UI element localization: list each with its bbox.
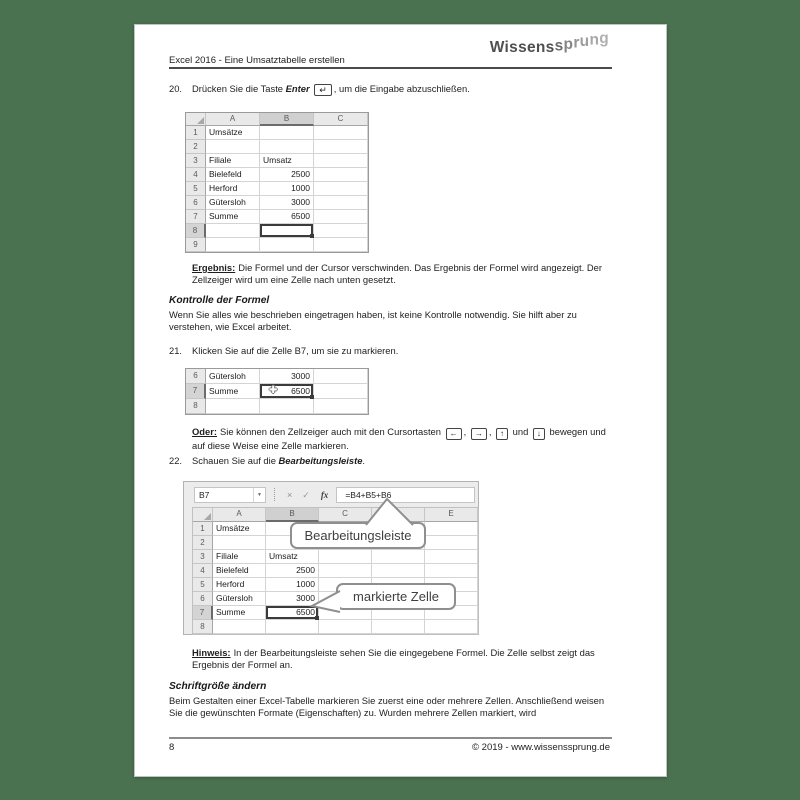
page-header-title: Excel 2016 - Eine Umsatztabelle erstellen xyxy=(169,55,345,66)
callout-selected-cell xyxy=(336,583,456,610)
step-text: Klicken Sie auf die Zelle B7, um sie zu markieren. xyxy=(192,345,399,356)
row-header-8: 8 xyxy=(186,224,206,238)
cell-E2 xyxy=(425,536,478,550)
comma: , xyxy=(463,426,467,437)
cell-B6: 3000 xyxy=(260,196,314,210)
step-20 xyxy=(169,83,470,96)
enter-key-icon: ↵ xyxy=(314,84,332,96)
row-header-8: 8 xyxy=(193,620,213,634)
cell-C3 xyxy=(319,550,372,564)
select-all-triangle-icon xyxy=(204,513,211,520)
cell-D8 xyxy=(372,620,425,634)
hinweis-label: Hinweis: xyxy=(192,647,231,658)
row-header-4: 4 xyxy=(186,168,206,182)
cell-B1 xyxy=(260,126,314,140)
callout-pointer-left xyxy=(310,589,342,615)
fill-handle xyxy=(315,616,319,620)
cell-B6: 3000 xyxy=(260,369,314,384)
footer-page-number: 8 xyxy=(169,742,175,753)
section-heading-kontrolle: Kontrolle der Formel xyxy=(169,295,270,306)
cell-A6: Gütersloh xyxy=(206,196,260,210)
cell-A4: Bielefeld xyxy=(213,564,266,578)
cell-E8 xyxy=(425,620,478,634)
document-page xyxy=(134,24,667,777)
arrow-down-key-icon: ↓ xyxy=(533,428,545,440)
logo-letter: p xyxy=(563,36,574,53)
step-22 xyxy=(169,455,365,467)
row-header-6: 6 xyxy=(186,196,206,210)
cell-C8 xyxy=(314,224,368,238)
row-header-6: 6 xyxy=(193,592,213,606)
section-heading-schriftgroesse: Schriftgröße ändern xyxy=(169,681,267,692)
step-text-after: . xyxy=(362,455,366,466)
bearbeitungsleiste-emphasis: Bearbeitungsleiste xyxy=(278,455,363,466)
select-all-corner xyxy=(186,113,206,126)
cell-C7 xyxy=(314,384,368,399)
cell-A4: Bielefeld xyxy=(206,168,260,182)
ergebnis-label: Ergebnis: xyxy=(192,262,236,273)
callout-text: markierte Zelle xyxy=(353,589,439,604)
step-number: 22. xyxy=(169,455,183,466)
cell-B8 xyxy=(260,224,314,238)
row-header-7: 7 xyxy=(193,606,213,620)
row-header-7: 7 xyxy=(186,384,206,399)
enter-key-label: Enter xyxy=(285,83,310,94)
footer-rule xyxy=(169,737,612,739)
cell-A8 xyxy=(213,620,266,634)
footer-copyright: © 2019 - www.wissenssprung.de xyxy=(472,742,610,753)
column-header-C: C xyxy=(319,508,372,522)
cell-B7: 6500 xyxy=(260,210,314,224)
insert-function-icon: fx xyxy=(320,489,329,500)
cell-A5: Herford xyxy=(213,578,266,592)
cell-A6: Gütersloh xyxy=(206,369,260,384)
row-header-4: 4 xyxy=(193,564,213,578)
oder-text-2: bewegen und auf diese Weise eine Zelle markieren. xyxy=(192,426,606,451)
oder-label: Oder: xyxy=(192,426,218,437)
enter-check-icon: ✓ xyxy=(302,489,310,500)
cell-A1: Umsätze xyxy=(206,126,260,140)
name-box xyxy=(194,487,266,503)
excel-table-rows-screenshot xyxy=(185,368,369,415)
row-header-1: 1 xyxy=(186,126,206,140)
name-box-value: B7 xyxy=(199,489,210,500)
row-header-1: 1 xyxy=(193,522,213,536)
row-header-6: 6 xyxy=(186,369,206,384)
fill-handle xyxy=(310,395,314,399)
column-header-B: B xyxy=(266,508,319,522)
oder-und: und xyxy=(512,426,529,437)
row-header-3: 3 xyxy=(186,154,206,168)
column-header-A: A xyxy=(206,113,260,126)
cell-B5: 1000 xyxy=(266,578,319,592)
row-header-8: 8 xyxy=(186,399,206,414)
excel-table-screenshot xyxy=(185,112,369,253)
cell-B5: 1000 xyxy=(260,182,314,196)
cell-B2 xyxy=(260,140,314,154)
cell-C7 xyxy=(314,210,368,224)
oder-paragraph xyxy=(192,426,616,452)
formula-bar-separator xyxy=(274,488,275,501)
cell-B7: 6500 xyxy=(266,606,319,620)
excel-screenshot-with-formula-bar xyxy=(183,481,479,635)
column-header-C: C xyxy=(314,113,368,126)
schriftgroesse-body: Beim Gestalten einer Excel-Tabelle markieren Sie zuerst eine oder mehrere Zellen. Anschließend weisen Sie die gewünschten Formate (Eigenschaften) zu. Wurden mehrere Zellen markiert, wird xyxy=(169,695,605,719)
kontrolle-body: Wenn Sie alles wie beschrieben eingetragen haben, ist keine Kontrolle notwendig. Sie hilft aber zu verstehen, wie Excel arbeitet. xyxy=(169,309,577,333)
callout-text: Bearbeitungsleiste xyxy=(304,528,412,543)
cell-A5: Herford xyxy=(206,182,260,196)
cell-B4: 2500 xyxy=(266,564,319,578)
cell-A2 xyxy=(206,140,260,154)
cell-A3: Filiale xyxy=(206,154,260,168)
step-text-before: Drücken Sie die Taste xyxy=(192,83,284,94)
cell-C5 xyxy=(314,182,368,196)
cell-E1 xyxy=(425,522,478,536)
cell-A8 xyxy=(206,399,260,414)
column-header-A: A xyxy=(213,508,266,522)
cell-C6 xyxy=(314,369,368,384)
cell-B3: Umsatz xyxy=(260,154,314,168)
step-text xyxy=(192,455,365,467)
formula-bar xyxy=(194,485,475,504)
step-text xyxy=(192,83,470,96)
cell-C8 xyxy=(314,399,368,414)
cell-B9 xyxy=(260,238,314,252)
fill-handle xyxy=(310,234,314,238)
cell-A8 xyxy=(206,224,260,238)
logo-letter: r xyxy=(573,34,580,52)
ergebnis-paragraph xyxy=(192,262,616,287)
callout-pointer-up xyxy=(364,497,416,527)
comma: , xyxy=(488,426,492,437)
cell-A7: Summe xyxy=(206,384,260,399)
cell-B6: 3000 xyxy=(266,592,319,606)
cell-B8 xyxy=(266,620,319,634)
step-21 xyxy=(169,345,398,357)
oder-text-1: Sie können den Zellzeiger auch mit den Cursortasten xyxy=(220,426,441,437)
cell-A2 xyxy=(213,536,266,550)
cell-C4 xyxy=(319,564,372,578)
column-header-E: E xyxy=(425,508,478,522)
cell-B4: 2500 xyxy=(260,168,314,182)
logo-letter: g xyxy=(599,30,609,47)
cell-C2 xyxy=(314,140,368,154)
cell-A9 xyxy=(206,238,260,252)
cell-C3 xyxy=(314,154,368,168)
arrow-left-key-icon: ← xyxy=(446,428,462,440)
excel-cell-cursor-icon: ✚ xyxy=(269,385,278,396)
cell-C4 xyxy=(314,168,368,182)
logo-letter: n xyxy=(589,31,600,49)
row-header-2: 2 xyxy=(186,140,206,154)
row-header-7: 7 xyxy=(186,210,206,224)
formula-text: =B4+B5+B6 xyxy=(345,489,392,500)
logo-text-prefix: Wissens xyxy=(489,39,555,56)
cell-A6: Gütersloh xyxy=(213,592,266,606)
cell-E3 xyxy=(425,550,478,564)
cell-B3: Umsatz xyxy=(266,550,319,564)
step-number: 21. xyxy=(169,345,183,356)
cell-B7: 6500 ✚ xyxy=(260,384,314,399)
step-text-before: Schauen Sie auf die xyxy=(192,455,276,466)
cell-A7: Summe xyxy=(206,210,260,224)
hinweis-text: In der Bearbeitungsleiste sehen Sie die eingegebene Formel. Die Zelle selbst zeigt das Ergebnis der Formel an. xyxy=(192,647,595,671)
cell-B8 xyxy=(260,399,314,414)
header-rule xyxy=(169,67,612,69)
row-header-9: 9 xyxy=(186,238,206,252)
row-header-2: 2 xyxy=(193,536,213,550)
wissenssprung-logo xyxy=(489,30,609,57)
cell-A1: Umsätze xyxy=(213,522,266,536)
logo-letter: u xyxy=(579,33,590,50)
arrow-up-key-icon: ↑ xyxy=(496,428,508,440)
hinweis-paragraph xyxy=(192,647,616,672)
cell-A7: Summe xyxy=(213,606,266,620)
column-header-B: B xyxy=(260,113,314,126)
cell-E4 xyxy=(425,564,478,578)
cancel-icon: × xyxy=(287,489,293,500)
step-text-after: , um die Eingabe abzuschließen. xyxy=(333,83,470,94)
arrow-right-key-icon: → xyxy=(471,428,487,440)
row-header-3: 3 xyxy=(193,550,213,564)
cell-D3 xyxy=(372,550,425,564)
cell-C6 xyxy=(314,196,368,210)
cell-C9 xyxy=(314,238,368,252)
select-all-triangle-icon xyxy=(197,117,204,124)
row-header-5: 5 xyxy=(193,578,213,592)
select-all-corner xyxy=(193,508,213,522)
cell-C8 xyxy=(319,620,372,634)
row-header-5: 5 xyxy=(186,182,206,196)
logo-letter: s xyxy=(554,37,564,55)
step-number: 20. xyxy=(169,83,183,94)
cell-D4 xyxy=(372,564,425,578)
name-box-dropdown-icon: ▼ xyxy=(253,488,265,502)
ergebnis-text: Die Formel und der Cursor verschwinden. Das Ergebnis der Formel wird angezeigt. Der Zellzeiger wird um eine Zelle nach unten gesetzt. xyxy=(192,262,602,286)
cell-A3: Filiale xyxy=(213,550,266,564)
cell-C1 xyxy=(314,126,368,140)
